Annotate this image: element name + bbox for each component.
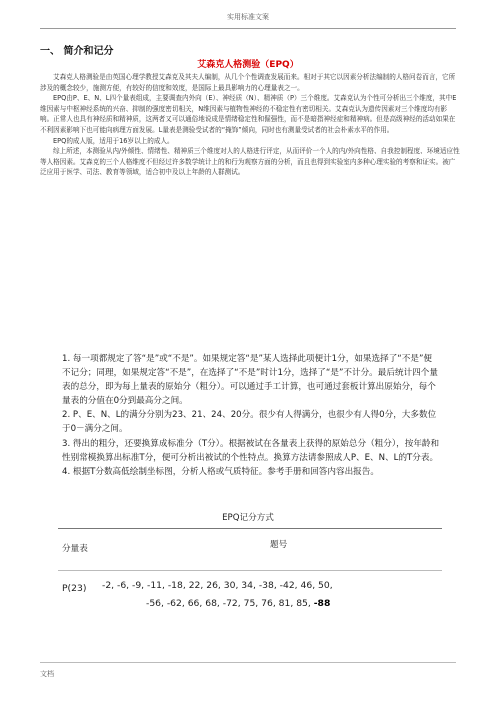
page-footer: 文档 bbox=[40, 670, 54, 678]
header-divider bbox=[40, 28, 456, 29]
row-items-line2 bbox=[146, 598, 330, 609]
row-items-line2-text: -56, -62, 66, 68, -72, 75, 76, 81, 85, bbox=[146, 598, 311, 609]
method-item: 3. 得出的粗分，还要换算成标准分（T分）。根据被试在各量表上获得的原始总分（粗分），按年龄和性别常模换算出标准T分，便可分析出被试的个性特点。换算方法请参照成人P、E、N、L的T分表。 bbox=[62, 438, 440, 463]
method-item: 2. P、E、N、L的满分分别为23、21、24、20分。很少有人得满分，也很少有人得0分，大多数位于0－满分之间。 bbox=[62, 410, 437, 435]
page-header: 实用标准文案 bbox=[227, 13, 269, 21]
table-header-rule bbox=[58, 570, 442, 571]
section-heading: 一、 简介和记分 bbox=[40, 46, 114, 57]
row-label-p: P(23) bbox=[62, 583, 87, 594]
scoring-method bbox=[62, 352, 440, 479]
method-item: 4. 根据T分数高低绘制坐标图，分析人格或气质特征。参考手册和回答内容出报告。 bbox=[62, 466, 379, 477]
document-title: 艾森克人格测验（EPQ） bbox=[197, 60, 299, 70]
column-header-items: 题号 bbox=[270, 540, 288, 550]
row-items-line1: -2, -6, -9, -11, -18, 22, 26, 30, 34, -38, -42, 46, 50, bbox=[102, 580, 333, 591]
intro-paragraph: EPQ的成人版，适用于16岁以上的成人。 bbox=[53, 136, 174, 145]
intro-text bbox=[40, 72, 460, 178]
row-items-last: -88 bbox=[313, 598, 331, 609]
footer-divider bbox=[40, 662, 456, 663]
table-title: EPQ记分方式 bbox=[222, 513, 274, 523]
method-item: 1. 每一项都规定了答“是”或“不是”。如果规定答“是”某人选择此项便计1分，如果选择了“不是”便不记分；同理，如果规定答“不是”，在选择了“不是”时计1分，选择了“是”不计分。最后统计四个量表的总分，即为每上量表的原始分（粗分）。可以通过手工计算，也可通过套板计算出原始分，每个量表的分值在0分到最高分之间。 bbox=[62, 354, 438, 407]
intro-paragraph: 艾森克人格测验是由英国心理学教授艾森克及其夫人编制，从几个个性调查发展而来。相对于其它以因素分析法编制的人格问卷而言，它所涉及的概念较少，施测方便，有较好的信度和效度，是国际上最具影响力的心理量表之一。 bbox=[40, 73, 456, 92]
column-header-subscale: 分量表 bbox=[62, 544, 88, 554]
intro-paragraph: 综上所述，本测验从内/外倾性、情绪性、精神质三个维度对人的人格进行评定，从而评价一个人的内/外向性格、自我控制程度、环境适应性等人格因素。艾森克的三个人格维度不但经过许多数学统计上的和行为观察方面的分析，而且也得到实验室内多种心理实验的考察和证实。被广泛应用于医学、司法、教育等领域，适合初中及以上年龄的人群测试。 bbox=[40, 147, 460, 177]
intro-paragraph: EPQ由P、E、N、L四个量表组成，主要调查内外向（E）、神经质（N）、精神质（P）三个维度。艾森克认为个性可分析出三个维度，其中E维因素与中枢神经系统的兴奋、抑制的强度密切相关，N维因素与植物性神经的不稳定性有密切相关。艾森克认为遗传因素对三个维度均有影响。正常人也具有神经质和精神质，这两者又可以通俗地说成是情绪稳定性和倔强性，而不是暗指神经症和精神病。但是高级神经的活动如果在不利因素影响下也可能向病理方面发展。L量表是测验受试者的“掩饰”倾向，同时也有测量受试者的社会朴素水平的作用。 bbox=[40, 94, 457, 134]
table-top-rule bbox=[58, 528, 442, 529]
